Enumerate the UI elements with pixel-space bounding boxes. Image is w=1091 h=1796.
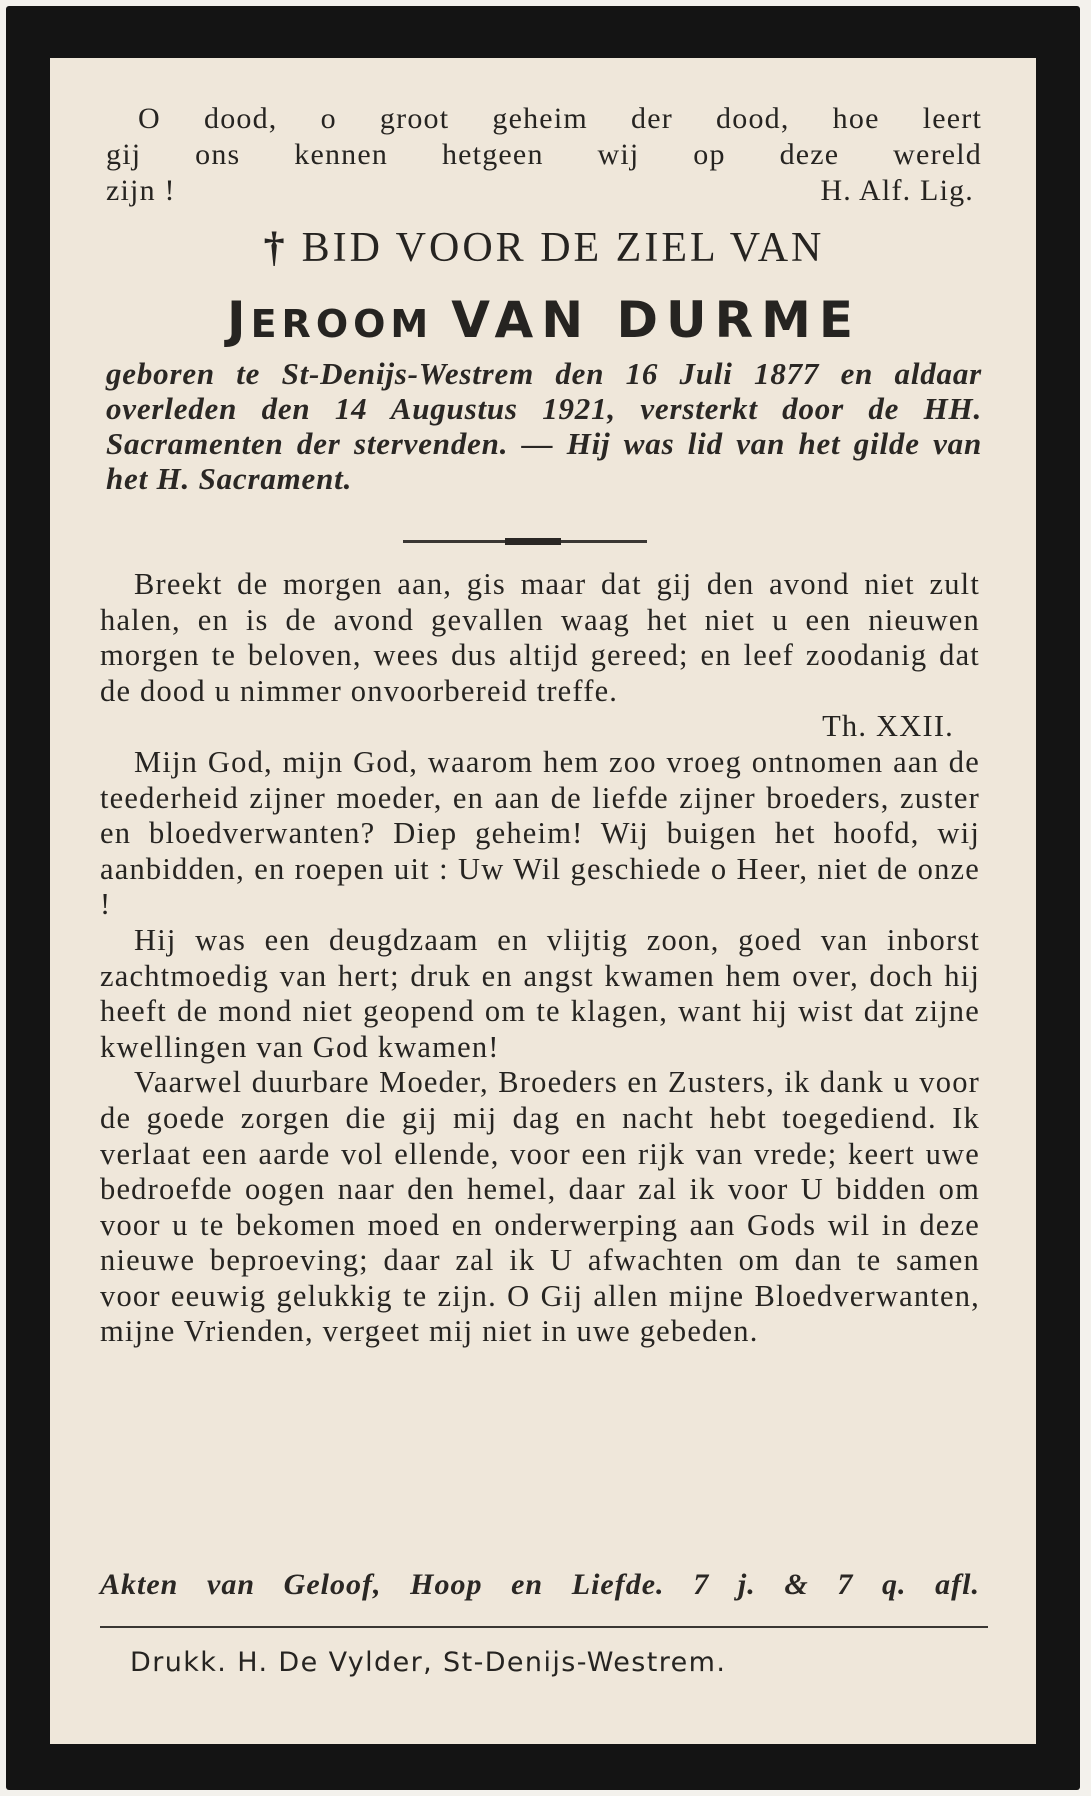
pray-heading [106,223,982,273]
epigraph [106,101,982,209]
paragraph-2: Mijn God, mijn God, waarom hem zoo vroeg ontnomen aan de teederheid zijner moeder, en aan de liefde zijner broeders, zuster en bloedverwanten? Diep geheim! Wij buigen het hoofd, wij aanbidden, en roepen uit : Uw Wil geschiede o Heer, niet de onze ! [100,744,980,922]
epigraph-attribution: H. Alf. Lig. [820,174,974,207]
family-name: VAN DURME [451,291,862,349]
mourning-card [6,6,1080,1790]
epigraph-line-1: O dood, o groot geheim der dood, hoe leert [138,102,982,135]
paragraph-4: Vaarwel duurbare Moeder, Broeders en Zusters, ik dank u voor de goede zorgen die gij mij dag en nacht hebt toegediend. Ik verlaat een aarde vol ellende, voor een rijk van vrede; keert uwe bedroefde oogen naar den hemel, daar zal ik voor U bidden om voor u te bekomen moed en onderwerping aan Gods wil in deze nieuwe beproeving; daar zal ik U afwachten om dan te samen voor eeuwig gelukkig te zijn. O Gij allen mijne Bloedverwanten, mijne Vrienden, vergeet mij niet in uwe gebeden. [100,1065,980,1349]
paragraph-3: Hij was een deugdzaam en vlijtig zoon, goed van inborst zachtmoedig van hert; druk en angst kwamen hem over, doch hij heeft de mond niet geopend om te klagen, want hij wist dat zijne kwellingen van God kwamen! [100,922,980,1064]
card-paper [50,58,1036,1744]
footer-rule [100,1626,988,1628]
epigraph-line-2: gij ons kennen hetgeen wij op deze wereld [106,138,982,171]
given-name-rest: EROOM [250,302,434,346]
indulgence-note: Akten van Geloof, Hoop en Liefde. 7 j. & 7 q. afl. [100,1568,980,1601]
divider-ornament [505,538,561,545]
paragraph-1-reference: Th. XXII. [822,709,954,744]
deceased-name [106,290,982,354]
cross-icon: † [263,225,288,271]
biography: geboren te St-Denijs-Westrem den 16 Juli 1877 en aldaar overleden den 14 Augustus 1921, versterkt door de HH. Sacramenten der stervenden. — Hij was lid van het gilde van het H. Sacrament. [106,356,982,496]
meditation-text [100,567,980,1350]
given-name-initial: J [226,291,251,349]
pray-text: BID VOOR DE ZIEL VAN [301,225,825,271]
epigraph-line-3: zijn ! [106,174,176,207]
paragraph-1: Breekt de morgen aan, gis maar dat gij den avond niet zult halen, en is de avond gevallen waag het niet u een nieuwen morgen te beloven, wees dus altijd gereed; en leef zoodanig dat de dood u nimmer onvoorbereid treffe. [100,567,980,708]
printer-imprint: Drukk. H. De Vylder, St-Denijs-Westrem. [130,1647,727,1678]
